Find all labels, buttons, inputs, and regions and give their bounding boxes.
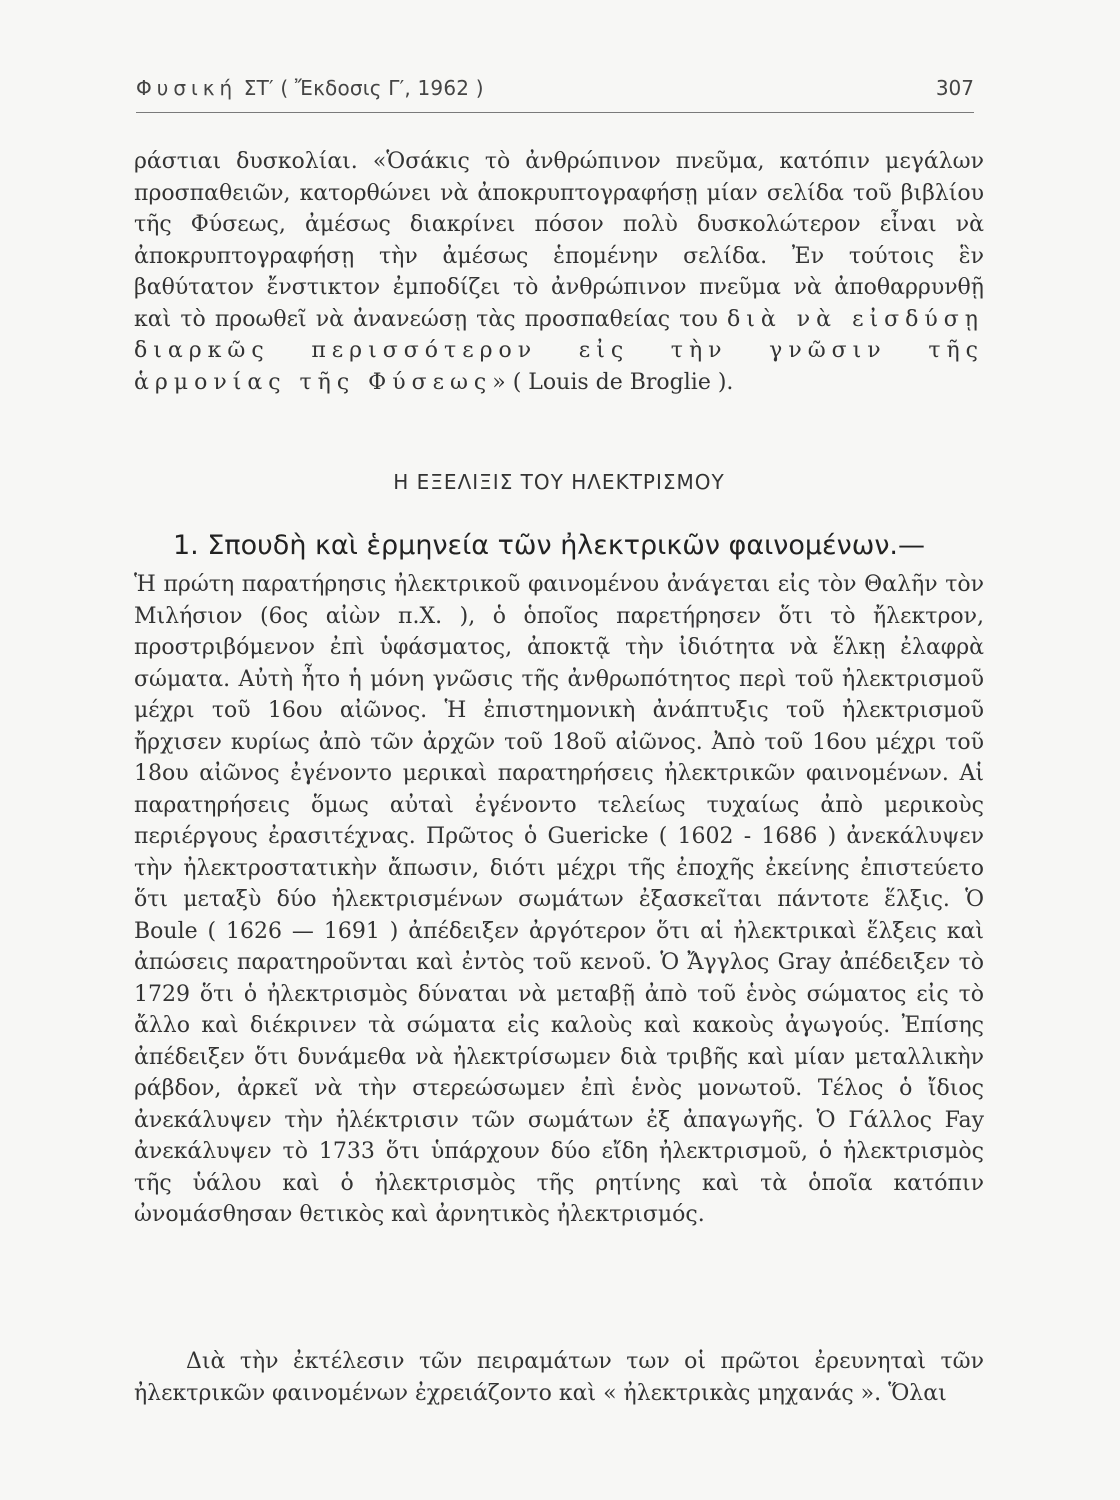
- running-title-subject: Φυσική: [136, 76, 238, 100]
- intro-text: ράστιαι δυσκολίαι. «Ὁσάκις τὸ ἀνθρώπινον πνεῦμα, κατόπιν μεγάλων προσπαθειῶν, κατορθώνει νὰ ἀποκρυπτογραφήσῃ μίαν σελίδα τοῦ βιβλίου τῆς Φύσεως, ἀμέσως διακρίνει πόσον πολὺ δυσκολώτερον εἶναι νὰ ἀποκρυπτογραφήσῃ τὴν ἀμέσως ἑπομένην σελίδα. Ἐν τούτοις ἓν βαθύτατον ἔνστικτον ἐμποδίζει τὸ ἀνθρώπινον πνεῦμα νὰ ἀποθαρρυνθῇ καὶ τὸ προωθεῖ νὰ ἀνανεώσῃ τὰς προσπαθείας του: [134, 149, 984, 332]
- subsection-heading: 1. Σπουδὴ καὶ ἑρμηνεία τῶν ἠλεκτρικῶν φαινομένων.—: [173, 530, 925, 561]
- intro-paragraph: [134, 146, 984, 398]
- running-title: [136, 76, 484, 100]
- final-paragraph: Διὰ τὴν ἐκτέλεσιν τῶν πειραμάτων των οἱ πρῶτοι ἐρευνηταὶ τῶν ἠλεκτρικῶν φαινομένων ἐχρειάζοντο καὶ « ἠλεκτρικὰς μηχανάς ». Ὅλαι: [134, 1349, 984, 1406]
- page-header: [136, 74, 974, 110]
- subsection-paragraph: Ἡ πρώτη παρατήρησις ἠλεκτρικοῦ φαινομένου ἀνάγεται εἰς τὸν Θαλῆν τὸν Μιλήσιον (6ος αἰὼν π.Χ. ), ὁ ὁποῖος παρετήρησεν ὅτι τὸ ἤλεκτρον, προστριβόμενον ἐπὶ ὑφάσματος, ἀποκτᾷ τὴν ἰδιότητα νὰ ἕλκῃ ἐλαφρὰ σώματα. Αὐτὴ ἦτο ἡ μόνη γνῶσις τῆς ἀνθρωπότητος περὶ τοῦ ἠλεκτρισμοῦ μέχρι τοῦ 16ου αἰῶνος. Ἡ ἐπιστημονικὴ ἀνάπτυξις τοῦ ἠλεκτρισμοῦ ἤρχισεν κυρίως ἀπὸ τῶν ἀρχῶν τοῦ 18οῦ αἰῶνος. Ἀπὸ τοῦ 16ου μέχρι τοῦ 18ου αἰῶνος ἐγένοντο μερικαὶ παρατηρήσεις ἠλεκτρικῶν φαινομένων. Αἱ παρατηρήσεις ὅμως αὐταὶ ἐγένοντο τελείως τυχαίως ἀπὸ μερικοὺς περιέργους ἐρασιτέχνας. Πρῶτος ὁ Guericke ( 1602 - 1686 ) ἀνεκάλυψεν τὴν ἠλεκτροστατικὴν ἄπωσιν, διότι μέχρι τῆς ἐποχῆς ἐκείνης ἐπιστεύετο ὅτι μεταξὺ δύο ἠλεκτρισμένων σωμάτων ἐξασκεῖται πάντοτε ἕλξις. Ὁ Boule ( 1626 — 1691 ) ἀπέδειξεν ἀργότερον ὅτι αἱ ἠλεκτρικαὶ ἕλξεις καὶ ἀπώσεις παρατηροῦνται καὶ ἐντὸς τοῦ κενοῦ. Ὁ Ἄγγλος Gray ἀπέδειξεν τὸ 1729 ὅτι ὁ ἠλεκτρισμὸς δύναται νὰ μεταβῇ ἀπὸ τοῦ ἑνὸς σώματος εἰς τὸ ἄλλο καὶ διέκρινεν τὰ σώματα εἰς καλοὺς καὶ κακοὺς ἀγωγούς. Ἐπίσης ἀπέδειξεν ὅτι δυνάμεθα νὰ ἠλεκτρίσωμεν διὰ τριβῆς καὶ μίαν μεταλλικὴν ράβδον, ἀρκεῖ νὰ τὴν στερεώσωμεν ἐπὶ ἑνὸς μονωτοῦ. Τέλος ὁ ἴδιος ἀνεκάλυψεν τὴν ἠλέκτρισιν τῶν σωμάτων ἐξ ἀπαγωγῆς. Ὁ Γάλλος Fay ἀνεκάλυψεν τὸ 1733 ὅτι ὑπάρχουν δύο εἴδη ἠλεκτρισμοῦ, ὁ ἠλεκτρισμὸς τῆς ὑάλου καὶ ὁ ἠλεκτρισμὸς τῆς ρητίνης καὶ τὰ ὁποῖα κατόπιν ὠνομάσθησαν θετικὸς καὶ ἀρνητικὸς ἠλεκτρισμός.: [134, 572, 984, 1227]
- header-rule: [136, 112, 974, 113]
- running-title-edition: ΣΤ′ ( Ἔκδοσις Γ′, 1962 ): [237, 76, 484, 100]
- intro-attribution: » ( Louis de Broglie ).: [492, 369, 734, 395]
- section-title: Η ΕΞΕΛΙΞΙΣ ΤΟΥ ΗΛΕΚΤΡΙΣΜΟΥ: [393, 470, 725, 494]
- page-number: 307: [935, 76, 974, 100]
- intro-spaced-quote: διὰ νὰ εἰσδύσῃ διαρκῶς περισσότερον εἰς τὴν γνῶσιν τῆς ἁρμονίας τῆς Φύσεως: [134, 306, 984, 395]
